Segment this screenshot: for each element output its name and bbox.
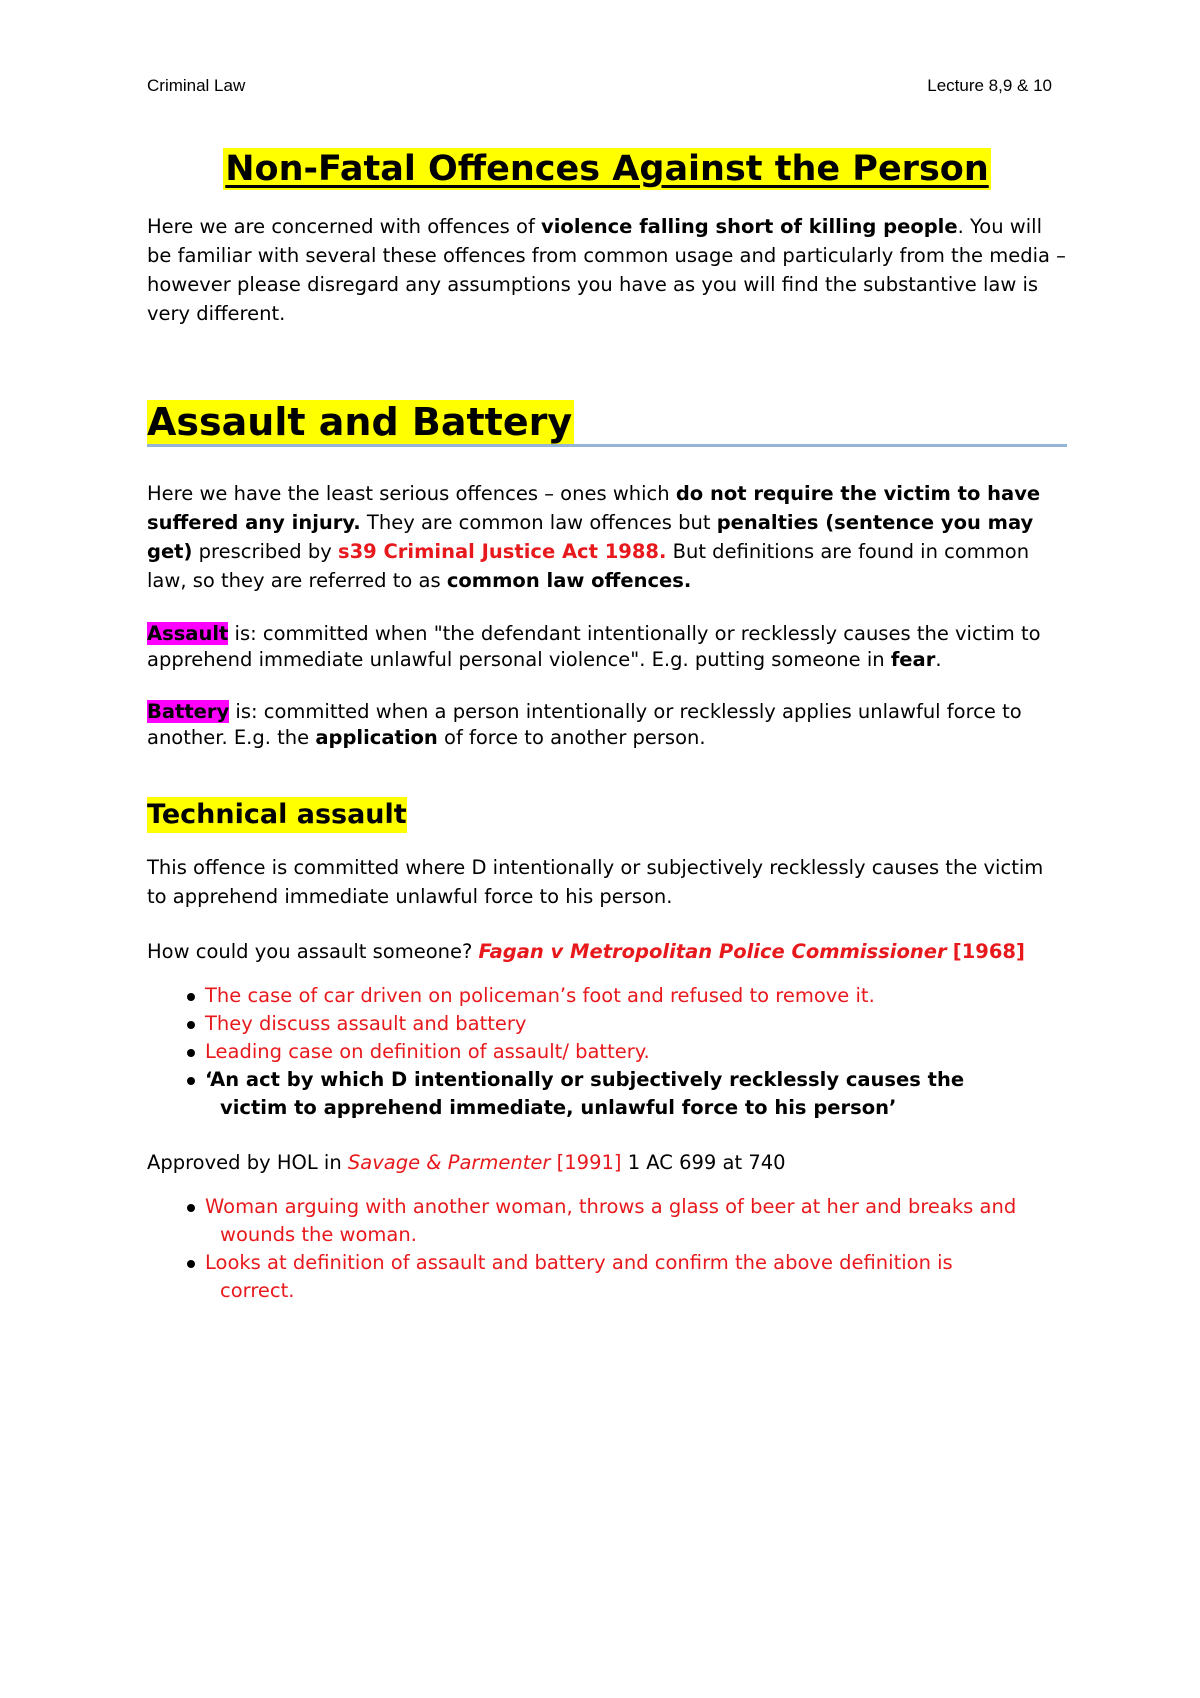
list-item [147, 1193, 1067, 1249]
list-item: The case of car driven on policeman’s foot and refused to remove it. [147, 982, 1067, 1010]
bullet-line-1: Woman arguing with another woman, throws a glass of beer at her and breaks and [205, 1195, 1017, 1218]
battery-text-1: is: committed when a person intentionally or recklessly applies unlawful force to another. E.g. the [147, 700, 1022, 749]
technical-assault-paragraph: This offence is committed where D intentionally or subjectively recklessly causes the victim to apprehend immediate unlawful force to his person. [147, 856, 1044, 908]
s1-statute-ref: s39 Criminal Justice Act 1988. [337, 540, 667, 563]
intro-paragraph [147, 212, 1067, 328]
s1-bold-2: penalties (sentence you may get) [147, 511, 1034, 563]
header-lecture: Lecture 8,9 & 10 [927, 76, 1052, 95]
question-text: How could you assault someone? [147, 940, 479, 963]
question-paragraph [147, 937, 1067, 966]
quote-line-1: ‘An act by which D intentionally or subjectively recklessly causes the [205, 1068, 965, 1091]
battery-bold: application [315, 726, 438, 749]
case-name-fagan: Fagan v Metropolitan Police Commissioner [478, 940, 947, 963]
s1-text-1: Here we have the least serious offences – ones which [147, 482, 676, 505]
s1-bold-1: do not require the victim to have suffered any injury. [147, 482, 1041, 534]
approved-text: Approved by HOL in [147, 1151, 348, 1174]
quote-line-2: victim to apprehend immediate, unlawful force to his person’ [220, 1096, 897, 1119]
assault-bold: fear [890, 648, 936, 671]
intro-bold-1: violence falling short of killing people [541, 215, 958, 238]
fagan-bullet-list [147, 982, 1067, 1122]
battery-text-2: of force to another person. [437, 726, 706, 749]
section-heading-assault-battery [147, 400, 1067, 447]
section-heading-text: Assault and Battery [147, 400, 573, 444]
savage-bullet-list [147, 1193, 1067, 1305]
bullet-line-2: correct. [220, 1279, 295, 1302]
case-name-savage: Savage & Parmenter [347, 1151, 551, 1174]
section1-paragraph [147, 479, 1067, 595]
list-item-quote [147, 1066, 1067, 1122]
s1-text-2: They are common law offences but [360, 511, 717, 534]
intro-text-1: Here we are concerned with offences of [147, 215, 542, 238]
case-year-savage: [1991] [556, 1151, 622, 1174]
section-heading-technical-assault: Technical assault [147, 797, 407, 833]
document-body [147, 148, 1067, 1305]
assault-term-highlight: Assault [147, 622, 229, 645]
bullet-line-2: wounds the woman. [220, 1223, 417, 1246]
list-item: They discuss assault and battery [147, 1010, 1067, 1038]
title-wrap [147, 148, 1067, 190]
document-title: Non-Fatal Offences Against the Person [225, 149, 989, 189]
approved-paragraph [147, 1148, 1067, 1177]
assault-text-1: is: committed when "the defendant intentionally or recklessly causes the victim to apprehend immediate unlawful personal violence". E.g. putting someone in [147, 622, 1041, 671]
intro-text-2: . You will be familiar with several these offences from common usage and particularly from the media – however please disregard any assumptions you have as you will find the substantive law is very different. [147, 215, 1066, 325]
assault-definition [147, 621, 1067, 673]
assault-text-2: . [935, 648, 942, 671]
approved-citation: 1 AC 699 at 740 [621, 1151, 786, 1174]
header-course: Criminal Law [147, 76, 246, 95]
s1-text-4: But definitions are found in common law, so they are referred to as [147, 540, 1030, 592]
case-year-fagan: [1968] [952, 940, 1025, 963]
list-item [147, 1249, 1067, 1305]
bullet-line-1: Looks at definition of assault and battery and confirm the above definition is [205, 1251, 953, 1274]
list-item: Leading case on definition of assault/ battery. [147, 1038, 1067, 1066]
page-header [147, 76, 1052, 96]
s1-text-3: prescribed by [192, 540, 338, 563]
battery-definition [147, 699, 1067, 751]
s1-bold-3: common law offences. [446, 569, 692, 592]
battery-term-highlight: Battery [147, 700, 230, 723]
